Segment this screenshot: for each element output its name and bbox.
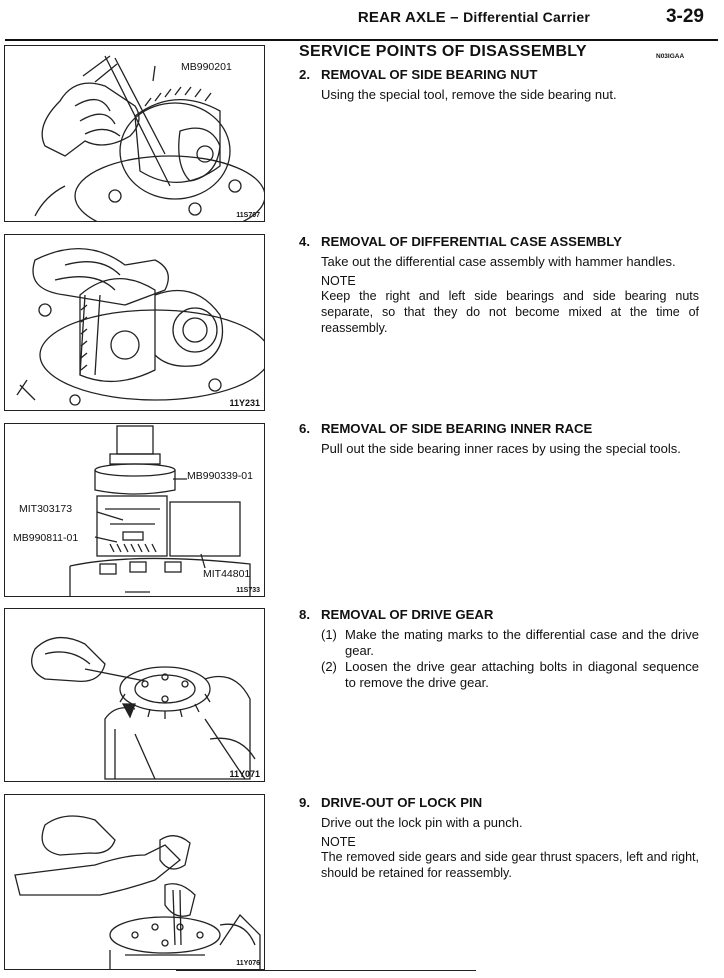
sub-item: [321, 627, 699, 659]
callout-mb990339-01: MB990339-01: [187, 470, 253, 482]
step-number: 8.: [299, 607, 310, 622]
callout-mb990201: MB990201: [181, 61, 232, 73]
header-dash: –: [445, 9, 464, 26]
figure-side-bearing-nut: [4, 45, 265, 222]
note-text: The removed side gears and side gear thrust spacers, left and right, should be retained for reassembly.: [321, 850, 699, 880]
step-title-text: REMOVAL OF DIFFERENTIAL CASE ASSEMBLY: [321, 234, 622, 249]
figure-drive-gear: [4, 608, 265, 782]
sub-item-number: (1): [321, 627, 337, 642]
step-body: Drive out the lock pin with a punch.: [321, 815, 523, 830]
header-title: [358, 9, 590, 26]
step-body: Using the special tool, remove the side bearing nut.: [321, 87, 617, 102]
figure-5-illustration: [5, 795, 264, 969]
note-label: NOTE: [321, 274, 356, 288]
step-body: Take out the differential case assembly with hammer handles.: [321, 254, 676, 269]
figure-id: 11Y231: [229, 398, 260, 408]
step-title: [299, 421, 699, 436]
sub-item-text: Make the mating marks to the differential case and the drive gear.: [345, 627, 699, 658]
header-subtitle: Differential Carrier: [463, 9, 590, 25]
step-title-text: REMOVAL OF SIDE BEARING NUT: [321, 67, 538, 82]
step-6: [299, 421, 699, 457]
header-rule: [5, 39, 718, 41]
step-4: [299, 234, 699, 336]
step-2: [299, 67, 699, 103]
figure-2-illustration: [5, 235, 264, 410]
step-title: [299, 67, 699, 82]
figure-id: 11Y071: [229, 769, 260, 779]
step-title: [299, 795, 699, 810]
callout-mit44801: MIT44801: [203, 568, 251, 580]
callout-mit303173: MIT303173: [19, 503, 73, 515]
section-heading: SERVICE POINTS OF DISASSEMBLY: [299, 43, 587, 60]
figure-4-illustration: [5, 609, 264, 781]
figure-differential-case: [4, 234, 265, 411]
note-label: NOTE: [321, 835, 356, 849]
step-number: 6.: [299, 421, 310, 436]
step-title: [299, 234, 699, 249]
step-title-text: REMOVAL OF SIDE BEARING INNER RACE: [321, 421, 593, 436]
step-8: [299, 607, 699, 691]
figure-id: 11Y076: [236, 960, 260, 967]
step-number: 9.: [299, 795, 310, 810]
sub-item-number: (2): [321, 659, 337, 674]
page-number: 3-29: [665, 6, 704, 27]
step-title: [299, 607, 699, 622]
figure-lock-pin: [4, 794, 265, 970]
step-body: Pull out the side bearing inner races by using the special tools.: [321, 441, 681, 456]
step-9: [299, 795, 699, 881]
section-code: N03IGAA: [656, 53, 685, 60]
page-header: [0, 6, 724, 34]
sub-item: [321, 659, 699, 691]
step-title-text: REMOVAL OF DRIVE GEAR: [321, 607, 494, 622]
callout-mb990811-01: MB990811-01: [13, 532, 79, 544]
step-number: 4.: [299, 234, 310, 249]
figure-inner-race-tools: [4, 423, 265, 597]
figure-id: 11S733: [236, 587, 260, 594]
step-number: 2.: [299, 67, 310, 82]
header-title-main: REAR AXLE: [357, 9, 446, 26]
note-text: Keep the right and left side bearings and side bearing nuts separate, so that they do not become mixed at the time of reassembly.: [321, 289, 699, 335]
figure-id: 11S707: [236, 212, 260, 219]
sub-item-text: Loosen the drive gear attaching bolts in diagonal sequence to remove the drive gear.: [345, 659, 699, 690]
footer-rule: [176, 970, 476, 971]
step-title-text: DRIVE-OUT OF LOCK PIN: [321, 795, 483, 810]
